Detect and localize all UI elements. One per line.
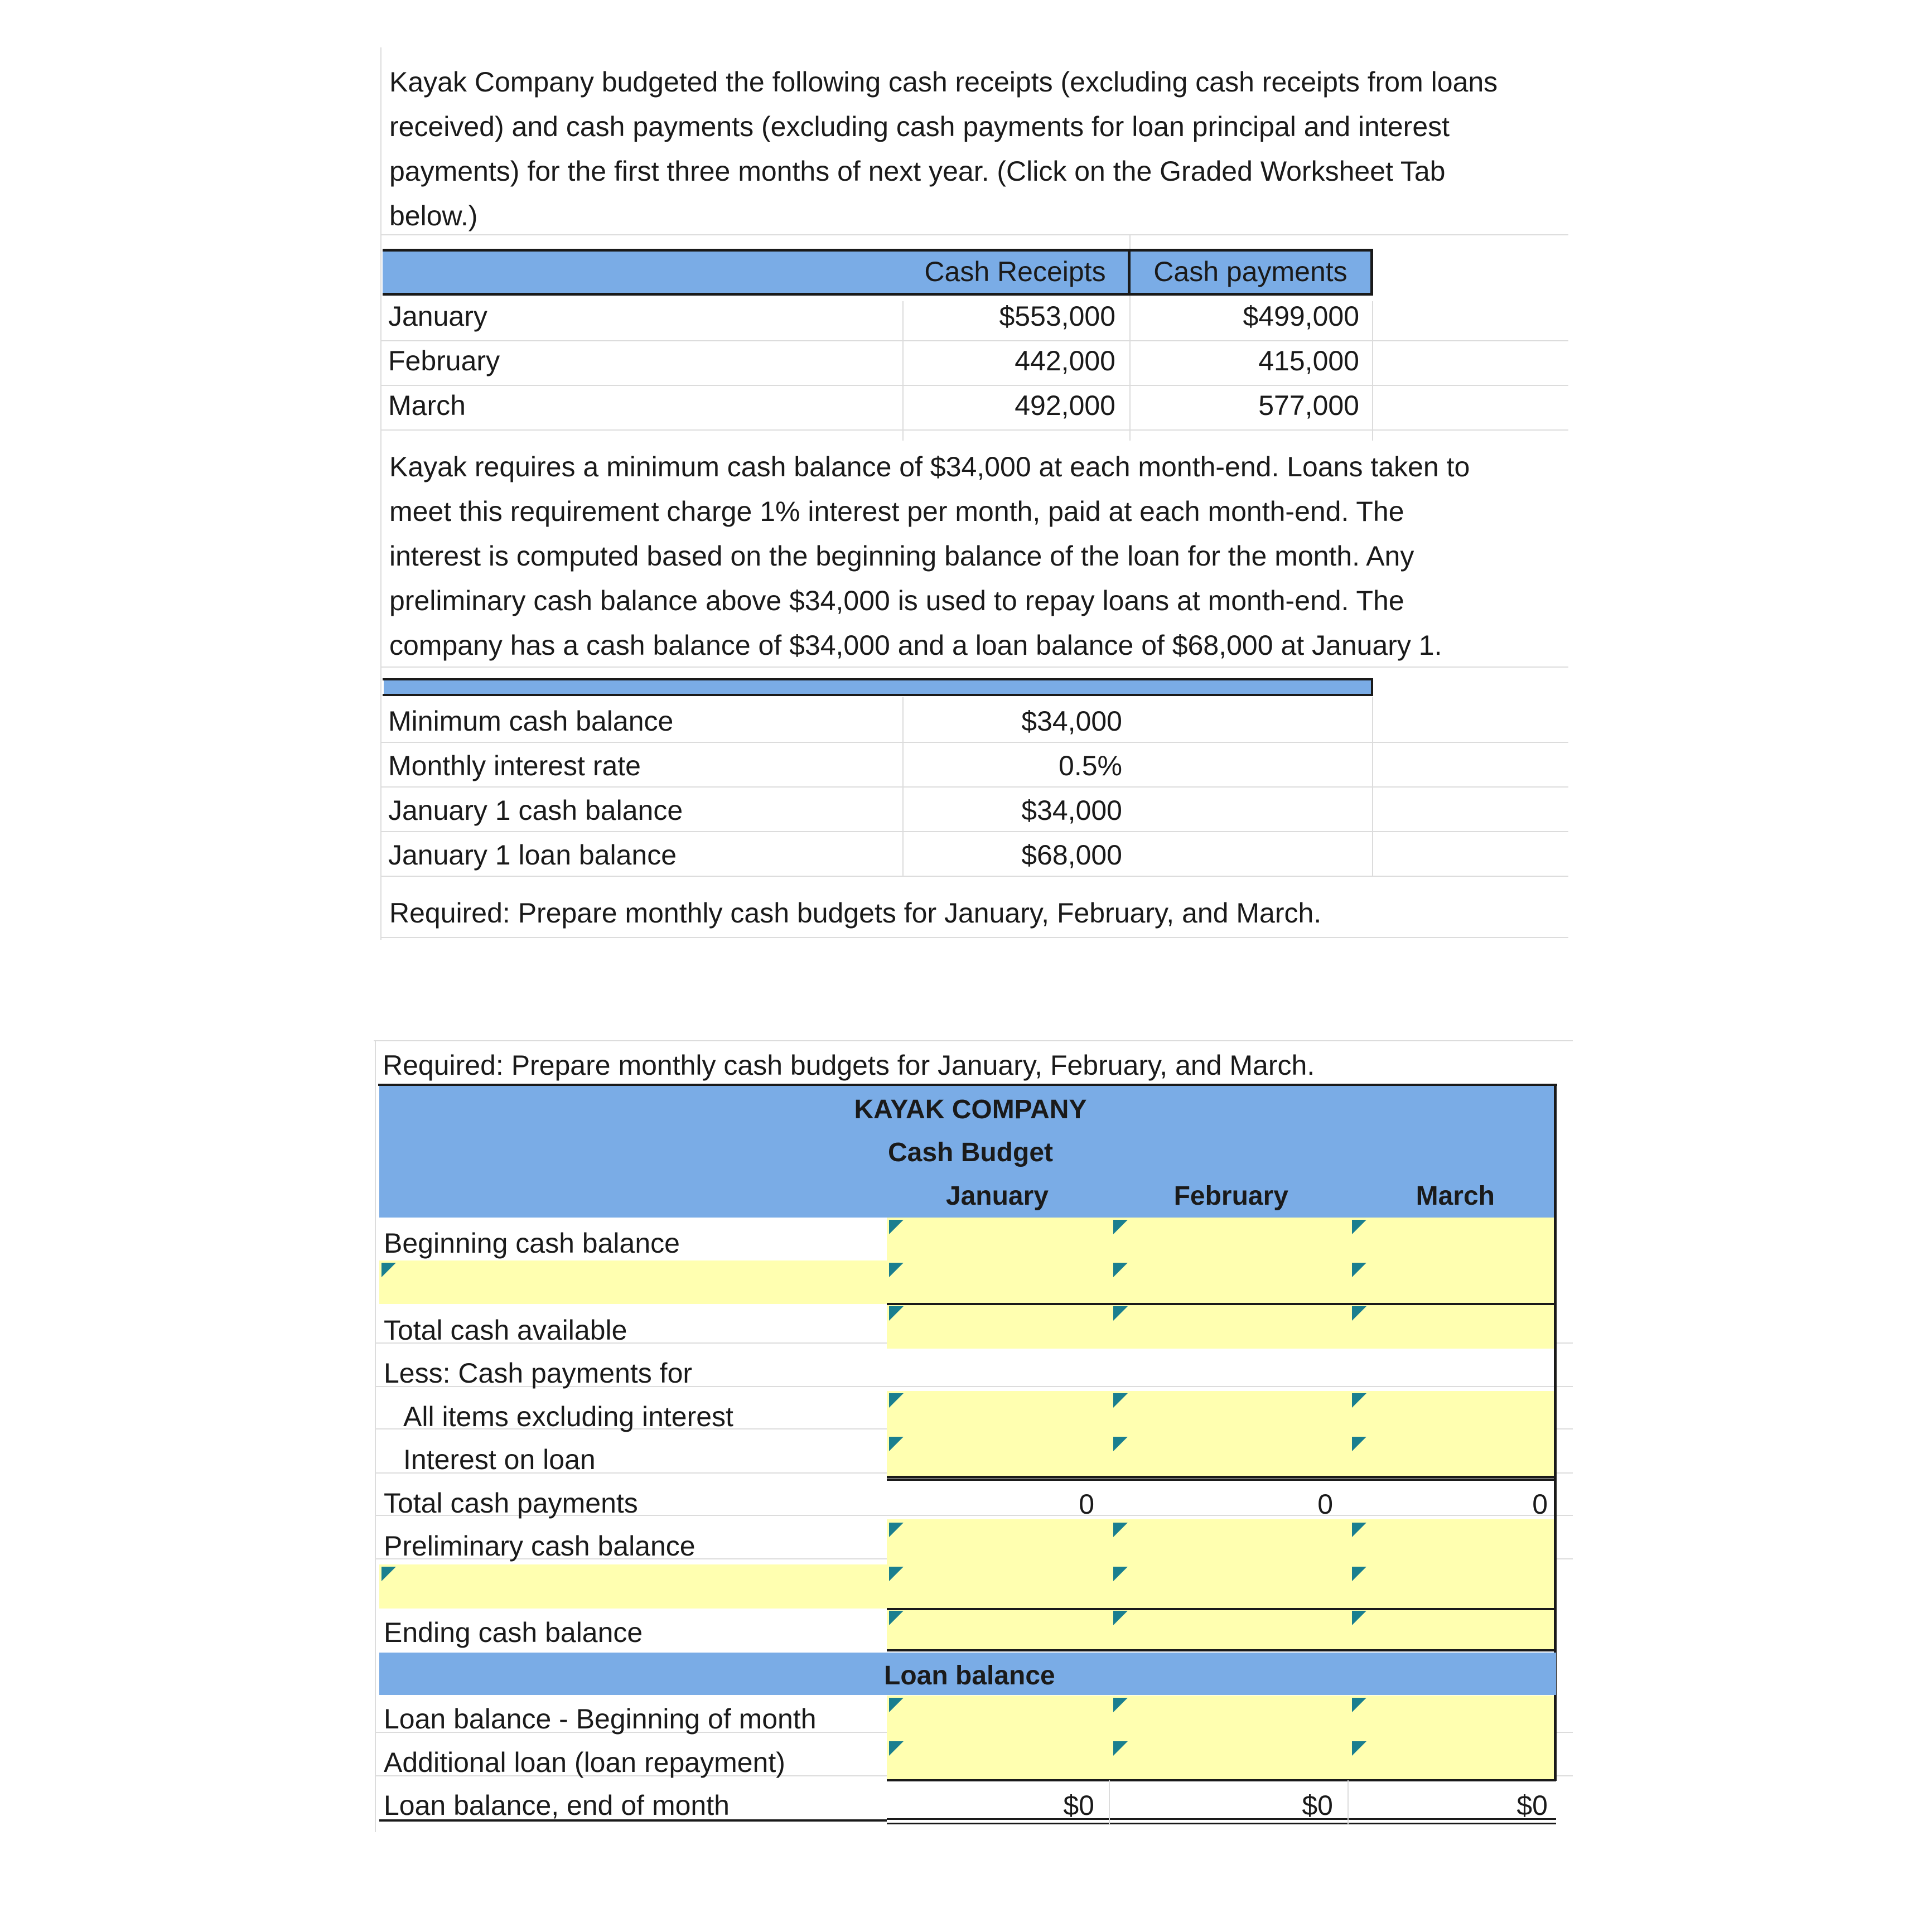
row-label-loan-additional: Additional loan (loan repayment) (384, 1747, 785, 1778)
grid-vline (1372, 301, 1373, 441)
dropdown-marker-icon[interactable] (381, 1263, 396, 1277)
row-label-preliminary: Preliminary cash balance (384, 1530, 695, 1562)
month-label: March (388, 390, 466, 421)
grid-vline (1347, 1780, 1349, 1825)
dropdown-marker-icon[interactable] (1113, 1220, 1128, 1234)
dropdown-marker-icon[interactable] (1352, 1611, 1366, 1625)
dropdown-marker-icon[interactable] (1352, 1698, 1366, 1712)
dropdown-marker-icon[interactable] (1352, 1220, 1366, 1234)
intro-line: below.) (389, 200, 478, 231)
table-border (1370, 249, 1373, 296)
receipts-header: Cash Receipts (924, 256, 1106, 287)
dropdown-marker-icon[interactable] (889, 1437, 904, 1451)
grid-hline (380, 429, 1568, 431)
dropdown-marker-icon[interactable] (889, 1567, 904, 1581)
requirement-line: meet this requirement charge 1% interest per month, paid at each month-end. The (389, 496, 1404, 527)
dropdown-marker-icon[interactable] (889, 1741, 904, 1756)
grid-hline (380, 234, 1568, 235)
dropdown-marker-icon[interactable] (1352, 1567, 1366, 1581)
dropdown-marker-icon[interactable] (1352, 1741, 1366, 1756)
param-value: $68,000 (1021, 839, 1122, 871)
input-area-payments[interactable] (887, 1391, 1556, 1478)
table-border (383, 694, 1373, 696)
total-payments-march: 0 (1532, 1489, 1548, 1520)
company-name: KAYAK COMPANY (854, 1095, 1087, 1124)
payments-value: 577,000 (1258, 390, 1359, 421)
worksheet-border (1554, 1084, 1557, 1218)
worksheet-border (1554, 1218, 1557, 1781)
requirement-line: interest is computed based on the beginning balance of the loan for the month. Any (389, 540, 1414, 572)
worksheet-border (378, 1084, 1557, 1086)
dropdown-marker-icon[interactable] (889, 1611, 904, 1625)
dropdown-marker-icon[interactable] (1113, 1437, 1128, 1451)
dropdown-marker-icon[interactable] (1113, 1393, 1128, 1408)
param-label: January 1 cash balance (388, 795, 683, 826)
month-header-march: March (1416, 1181, 1495, 1211)
grid-hline (380, 937, 1568, 938)
param-value: $34,000 (1021, 795, 1122, 826)
row-label-beginning: Beginning cash balance (384, 1228, 680, 1259)
dropdown-marker-icon[interactable] (889, 1263, 904, 1277)
row-label-interest: Interest on loan (403, 1444, 596, 1475)
label-input-receipts[interactable] (379, 1260, 887, 1304)
month-label: January (388, 301, 487, 332)
budget-title: Cash Budget (887, 1138, 1053, 1167)
row-label-loan-beginning: Loan balance - Beginning of month (384, 1703, 817, 1735)
payments-value: 415,000 (1258, 345, 1359, 376)
dropdown-marker-icon[interactable] (889, 1393, 904, 1408)
dropdown-marker-icon[interactable] (1113, 1611, 1128, 1625)
worksheet-border (887, 1608, 1556, 1610)
dropdown-marker-icon[interactable] (889, 1306, 904, 1321)
month-header-january: January (945, 1181, 1049, 1211)
dropdown-marker-icon[interactable] (1352, 1437, 1366, 1451)
table-border (383, 678, 1373, 680)
total-payments-january: 0 (1079, 1489, 1094, 1520)
payments-header: Cash payments (1153, 256, 1347, 287)
dropdown-marker-icon[interactable] (1352, 1306, 1366, 1321)
worksheet-border (887, 1649, 1556, 1651)
row-label-total-available: Total cash available (384, 1315, 627, 1346)
param-label: January 1 loan balance (388, 839, 677, 871)
grid-vline (1372, 697, 1373, 876)
dropdown-marker-icon[interactable] (1352, 1393, 1366, 1408)
grid-hline (374, 1040, 1573, 1041)
params-header-bar (384, 679, 1372, 695)
month-header-february: February (1173, 1181, 1288, 1211)
grid-vline (380, 47, 381, 940)
loan-end-march: $0 (1516, 1790, 1548, 1821)
loan-end-february: $0 (1302, 1790, 1333, 1821)
grid-vline (1109, 1780, 1110, 1825)
param-value: $34,000 (1021, 706, 1122, 737)
input-area-beginning[interactable] (887, 1218, 1556, 1304)
param-label: Minimum cash balance (388, 706, 674, 737)
param-label: Monthly interest rate (388, 750, 641, 781)
row-label-loan-end: Loan balance, end of month (384, 1790, 730, 1821)
worksheet-required-text: Required: Prepare monthly cash budgets for January, February, and March. (383, 1050, 1315, 1081)
param-value: 0.5% (1059, 750, 1122, 781)
receipts-value: 492,000 (1015, 390, 1115, 421)
dropdown-marker-icon[interactable] (1113, 1523, 1128, 1537)
input-area-preliminary[interactable] (887, 1519, 1556, 1609)
dropdown-marker-icon[interactable] (1113, 1567, 1128, 1581)
dropdown-marker-icon[interactable] (1113, 1263, 1128, 1277)
dropdown-marker-icon[interactable] (1113, 1698, 1128, 1712)
row-label-less-payments: Less: Cash payments for (384, 1358, 693, 1389)
worksheet-border (887, 1779, 1556, 1781)
month-label: February (388, 345, 500, 376)
dropdown-marker-icon[interactable] (889, 1220, 904, 1234)
worksheet-border (887, 1479, 1556, 1481)
dropdown-marker-icon[interactable] (1113, 1741, 1128, 1756)
row-label-total-payments: Total cash payments (384, 1487, 638, 1519)
payments-value: $499,000 (1243, 301, 1359, 332)
dropdown-marker-icon[interactable] (381, 1567, 396, 1581)
dropdown-marker-icon[interactable] (889, 1523, 904, 1537)
loan-section-header: Loan balance (884, 1661, 1055, 1690)
worksheet-border (887, 1303, 1556, 1305)
required-text: Required: Prepare monthly cash budgets for January, February, and March. (389, 897, 1322, 929)
dropdown-marker-icon[interactable] (889, 1698, 904, 1712)
row-label-all-items: All items excluding interest (403, 1401, 733, 1432)
requirement-line: company has a cash balance of $34,000 and a loan balance of $68,000 at January 1. (389, 630, 1442, 661)
loan-end-january: $0 (1063, 1790, 1094, 1821)
worksheet-border (887, 1476, 1556, 1479)
requirement-line: Kayak requires a minimum cash balance of $34,000 at each month-end. Loans taken to (389, 451, 1470, 482)
intro-line: Kayak Company budgeted the following cash receipts (excluding cash receipts from loans (389, 66, 1498, 98)
intro-line: payments) for the first three months of next year. (Click on the Graded Worksheet Tab (389, 156, 1446, 187)
row-label-ending: Ending cash balance (384, 1617, 643, 1648)
label-input-financing[interactable] (379, 1564, 887, 1609)
requirement-line: preliminary cash balance above $34,000 is used to repay loans at month-end. The (389, 585, 1404, 616)
intro-line: received) and cash payments (excluding cash payments for loan principal and interest (389, 111, 1450, 142)
receipts-value: $553,000 (999, 301, 1115, 332)
dropdown-marker-icon[interactable] (1352, 1523, 1366, 1537)
dropdown-marker-icon[interactable] (1352, 1263, 1366, 1277)
receipts-value: 442,000 (1015, 345, 1115, 376)
dropdown-marker-icon[interactable] (1113, 1306, 1128, 1321)
input-area-total-available[interactable] (887, 1304, 1556, 1349)
grid-vline (375, 1040, 376, 1832)
table-border (1371, 678, 1373, 696)
input-area-loan[interactable] (887, 1696, 1556, 1780)
input-area-ending[interactable] (887, 1609, 1556, 1651)
total-payments-february: 0 (1317, 1489, 1333, 1520)
